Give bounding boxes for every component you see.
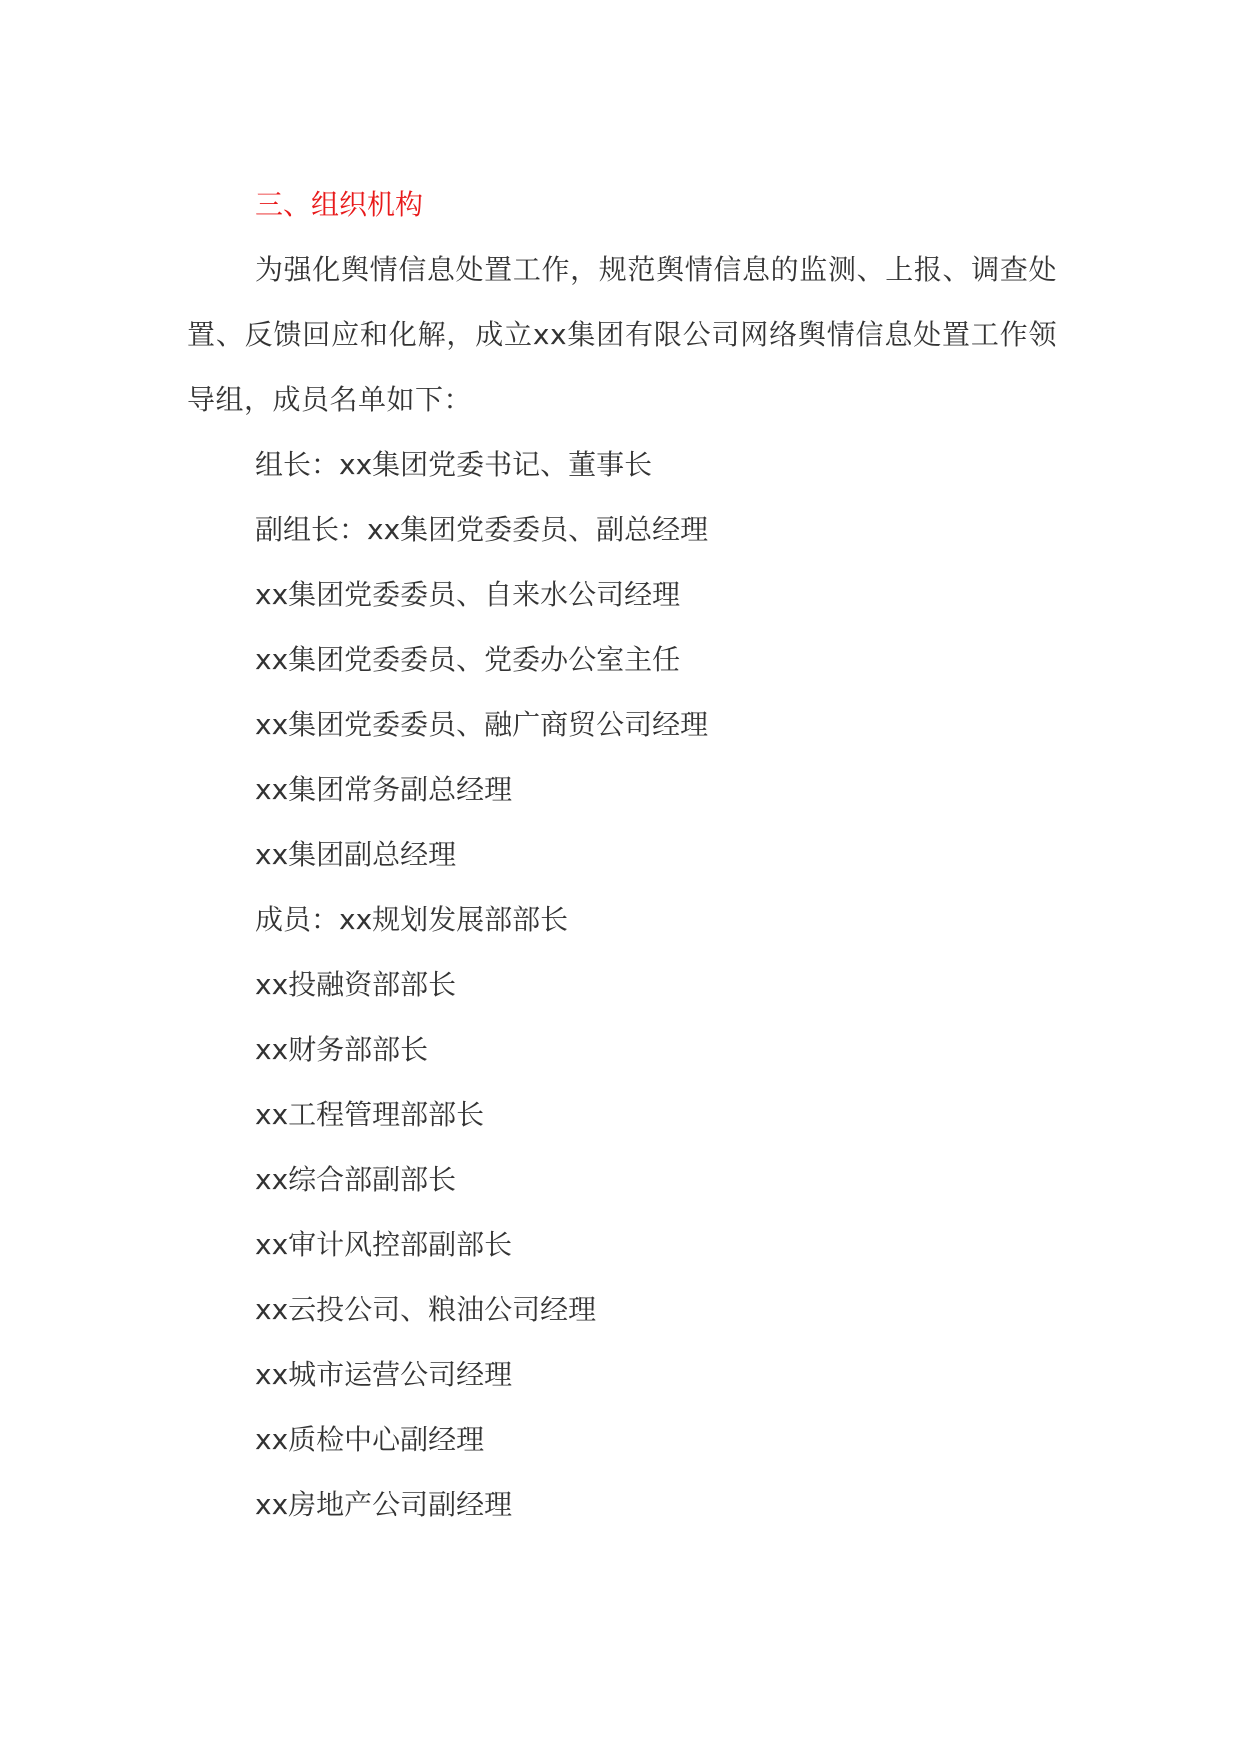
member-line: xx集团常务副总经理 <box>255 773 513 806</box>
document-content <box>187 172 1057 1537</box>
member-line: xx工程管理部部长 <box>255 1098 485 1131</box>
member-line: xx审计风控部副部长 <box>255 1228 513 1261</box>
member-line: xx集团副总经理 <box>255 838 457 871</box>
member-line: xx质检中心副经理 <box>255 1423 485 1456</box>
section-heading: 三、组织机构 <box>255 188 424 221</box>
member-line: xx集团党委委员、融广商贸公司经理 <box>255 708 709 741</box>
member-line: xx集团党委委员、党委办公室主任 <box>255 643 681 676</box>
member-line-members: 成员：xx规划发展部部长 <box>255 903 569 936</box>
member-line: xx投融资部部长 <box>255 968 457 1001</box>
member-line: xx云投公司、粮油公司经理 <box>255 1293 597 1326</box>
member-line: xx城市运营公司经理 <box>255 1358 513 1391</box>
intro-paragraph: 为强化舆情信息处置工作，规范舆情信息的监测、上报、调查处置、反馈回应和化解，成立xx集团有限公司网络舆情信息处置工作领导组，成员名单如下： <box>187 253 1057 416</box>
member-line-deputy-leader: 副组长：xx集团党委委员、副总经理 <box>255 513 709 546</box>
member-list <box>187 432 1057 1537</box>
member-line: xx财务部部长 <box>255 1033 429 1066</box>
member-line: xx集团党委委员、自来水公司经理 <box>255 578 681 611</box>
member-line: xx房地产公司副经理 <box>255 1488 513 1521</box>
member-line: xx综合部副部长 <box>255 1163 457 1196</box>
member-line-leader: 组长：xx集团党委书记、董事长 <box>255 448 653 481</box>
